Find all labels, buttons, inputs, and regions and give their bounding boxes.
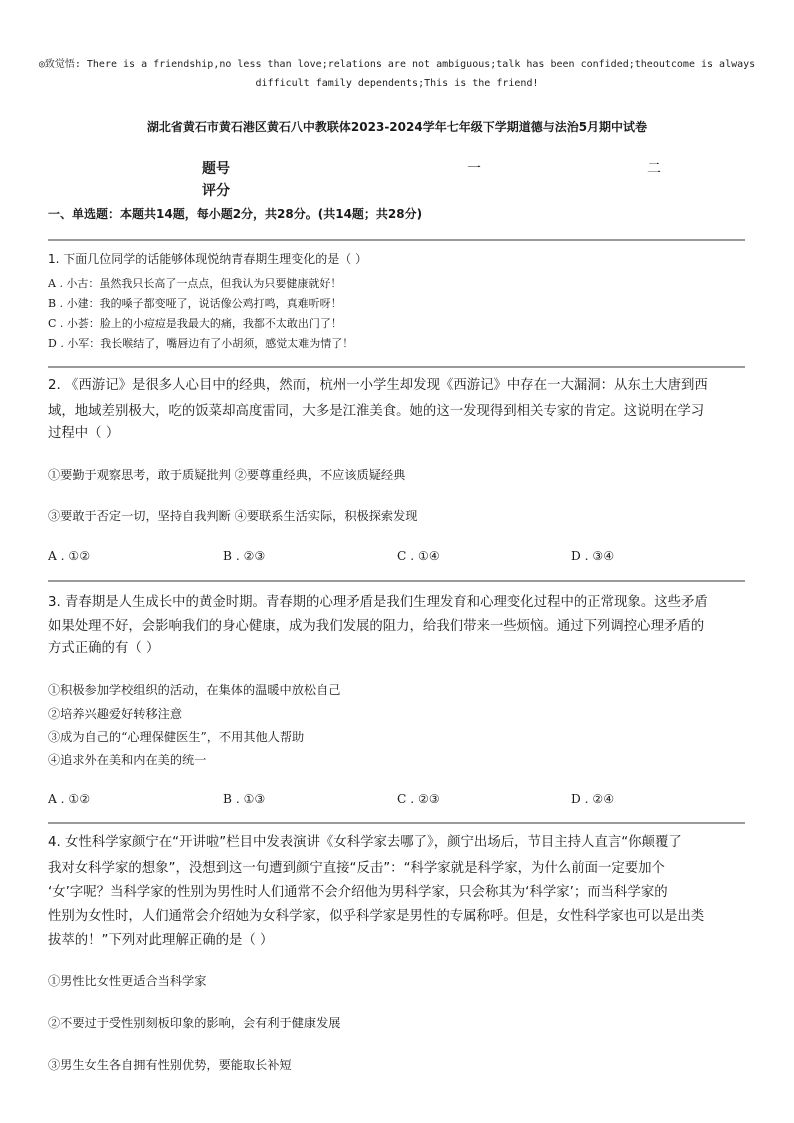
option-b: B . 小建：我的嗓子都变哑了，说话像公鸡打鸣，真难听呀！ — [48, 297, 342, 310]
statement-item: ③要敢于否定一切，坚持自我判断 ④要联系生活实际，积极探索发现 — [48, 509, 418, 523]
question-stem-line: 性别为女性时，人们通常会介绍她为女科学家，似乎科学家是男性的专属称呼。但是，女性科学家也可以是出类 — [48, 909, 705, 924]
statement-item: ③成为自己的“心理保健医生”，不用其他人帮助 — [48, 730, 305, 744]
divider — [48, 822, 745, 824]
choice-c: C . ①④ — [397, 549, 440, 563]
option-c: C . 小荟：脸上的小痘痘是我最大的痛，我都不太敢出门了！ — [48, 317, 342, 330]
question-stem-line: 如果处理不好，会影响我们的身心健康，成为我们发展的阻力，给我们带来一些烦恼。通过下列调控心理矛盾的 — [48, 619, 705, 634]
question-stem-line: ‘女’字呢？当科学家的性别为男性时人们通常不会介绍他为男科学家，只会称其为‘科学家’；而当科学家的 — [48, 885, 668, 900]
quote-line-1: ◎致觉悟: There is a friendship,no less than love;relations are not ambiguous;talk has been confided;theoutcome is always — [38, 59, 756, 70]
statement-item: ③男生女生各自拥有性别优势，要能取长补短 — [48, 1058, 292, 1072]
question-stem-line: 拔萃的！”下列对此理解正确的是（ ） — [48, 933, 274, 948]
question-stem-line: 4. 女性科学家颜宁在“开讲啦”栏目中发表演讲《女科学家去哪了》，颜宁出场后，节目主持人直言“你颠覆了 — [48, 835, 682, 850]
statement-item: ④追求外在美和内在美的统一 — [48, 753, 207, 767]
option-d: D . 小军：我长喉结了，嘴唇边有了小胡须，感觉太难为情了！ — [48, 337, 354, 350]
statement-item: ①男性比女性更适合当科学家 — [48, 974, 207, 988]
score-col-1: 一 — [467, 161, 481, 177]
choice-a: A . ①② — [48, 549, 91, 563]
page-title: 湖北省黄石市黄石港区黄石八中教联体2023-2024学年七年级下学期道德与法治5月期中试卷 — [146, 120, 648, 134]
choice-c: C . ②③ — [397, 792, 440, 806]
option-a: A . 小古：虽然我只长高了一点点，但我认为只要健康就好！ — [48, 277, 342, 290]
divider — [48, 580, 745, 582]
section-heading: 一、单选题：本题共14题，每小题2分，共28分。(共14题；共28分) — [48, 207, 423, 221]
question-stem-line: 2. 《西游记》是很多人心目中的经典，然而，杭州一小学生却发现《西游记》中存在一大漏洞：从东土大唐到西 — [48, 378, 708, 393]
choice-b: B . ②③ — [223, 549, 266, 563]
choice-d: D . ②④ — [571, 792, 615, 806]
choice-d: D . ③④ — [571, 549, 615, 563]
choice-b: B . ①③ — [223, 792, 266, 806]
question-stem-line: 3. 青春期是人生成长中的黄金时期。青春期的心理矛盾是我们生理发育和心理变化过程中的正常现象。这些矛盾 — [48, 595, 708, 610]
statement-item: ①积极参加学校组织的活动，在集体的温暖中放松自己 — [48, 683, 341, 697]
question-stem-line: 方式正确的有（ ） — [48, 641, 160, 656]
question-stem-line: 过程中（ ） — [48, 426, 120, 441]
choice-a: A . ①② — [48, 792, 91, 806]
divider — [48, 239, 745, 241]
question-stem-line: 域，地域差别极大，吃的饭菜却高度雷同，大多是江淮美食。她的这一发现得到相关专家的肯定。这说明在学习 — [48, 404, 705, 419]
statement-item: ②培养兴趣爱好转移注意 — [48, 707, 183, 721]
quote-line-2: difficult family dependents;This is the friend! — [255, 78, 539, 89]
score-col-label: 题号 — [202, 161, 230, 177]
question-stem-line: 我对女科学家的想象”，没想到这一句遭到颜宁直接“反击”：“科学家就是科学家，为什么前面一定要加个 — [48, 861, 665, 876]
score-row-label: 评分 — [202, 183, 230, 199]
statement-item: ②不要过于受性别刻板印象的影响，会有利于健康发展 — [48, 1016, 341, 1030]
statement-item: ①要勤于观察思考，敢于质疑批判 ②要尊重经典，不应该质疑经典 — [48, 468, 406, 482]
score-col-2: 二 — [647, 161, 661, 177]
question-stem: 1. 下面几位同学的话能够体现悦纳青春期生理变化的是（ ） — [48, 252, 368, 266]
divider — [48, 366, 745, 368]
